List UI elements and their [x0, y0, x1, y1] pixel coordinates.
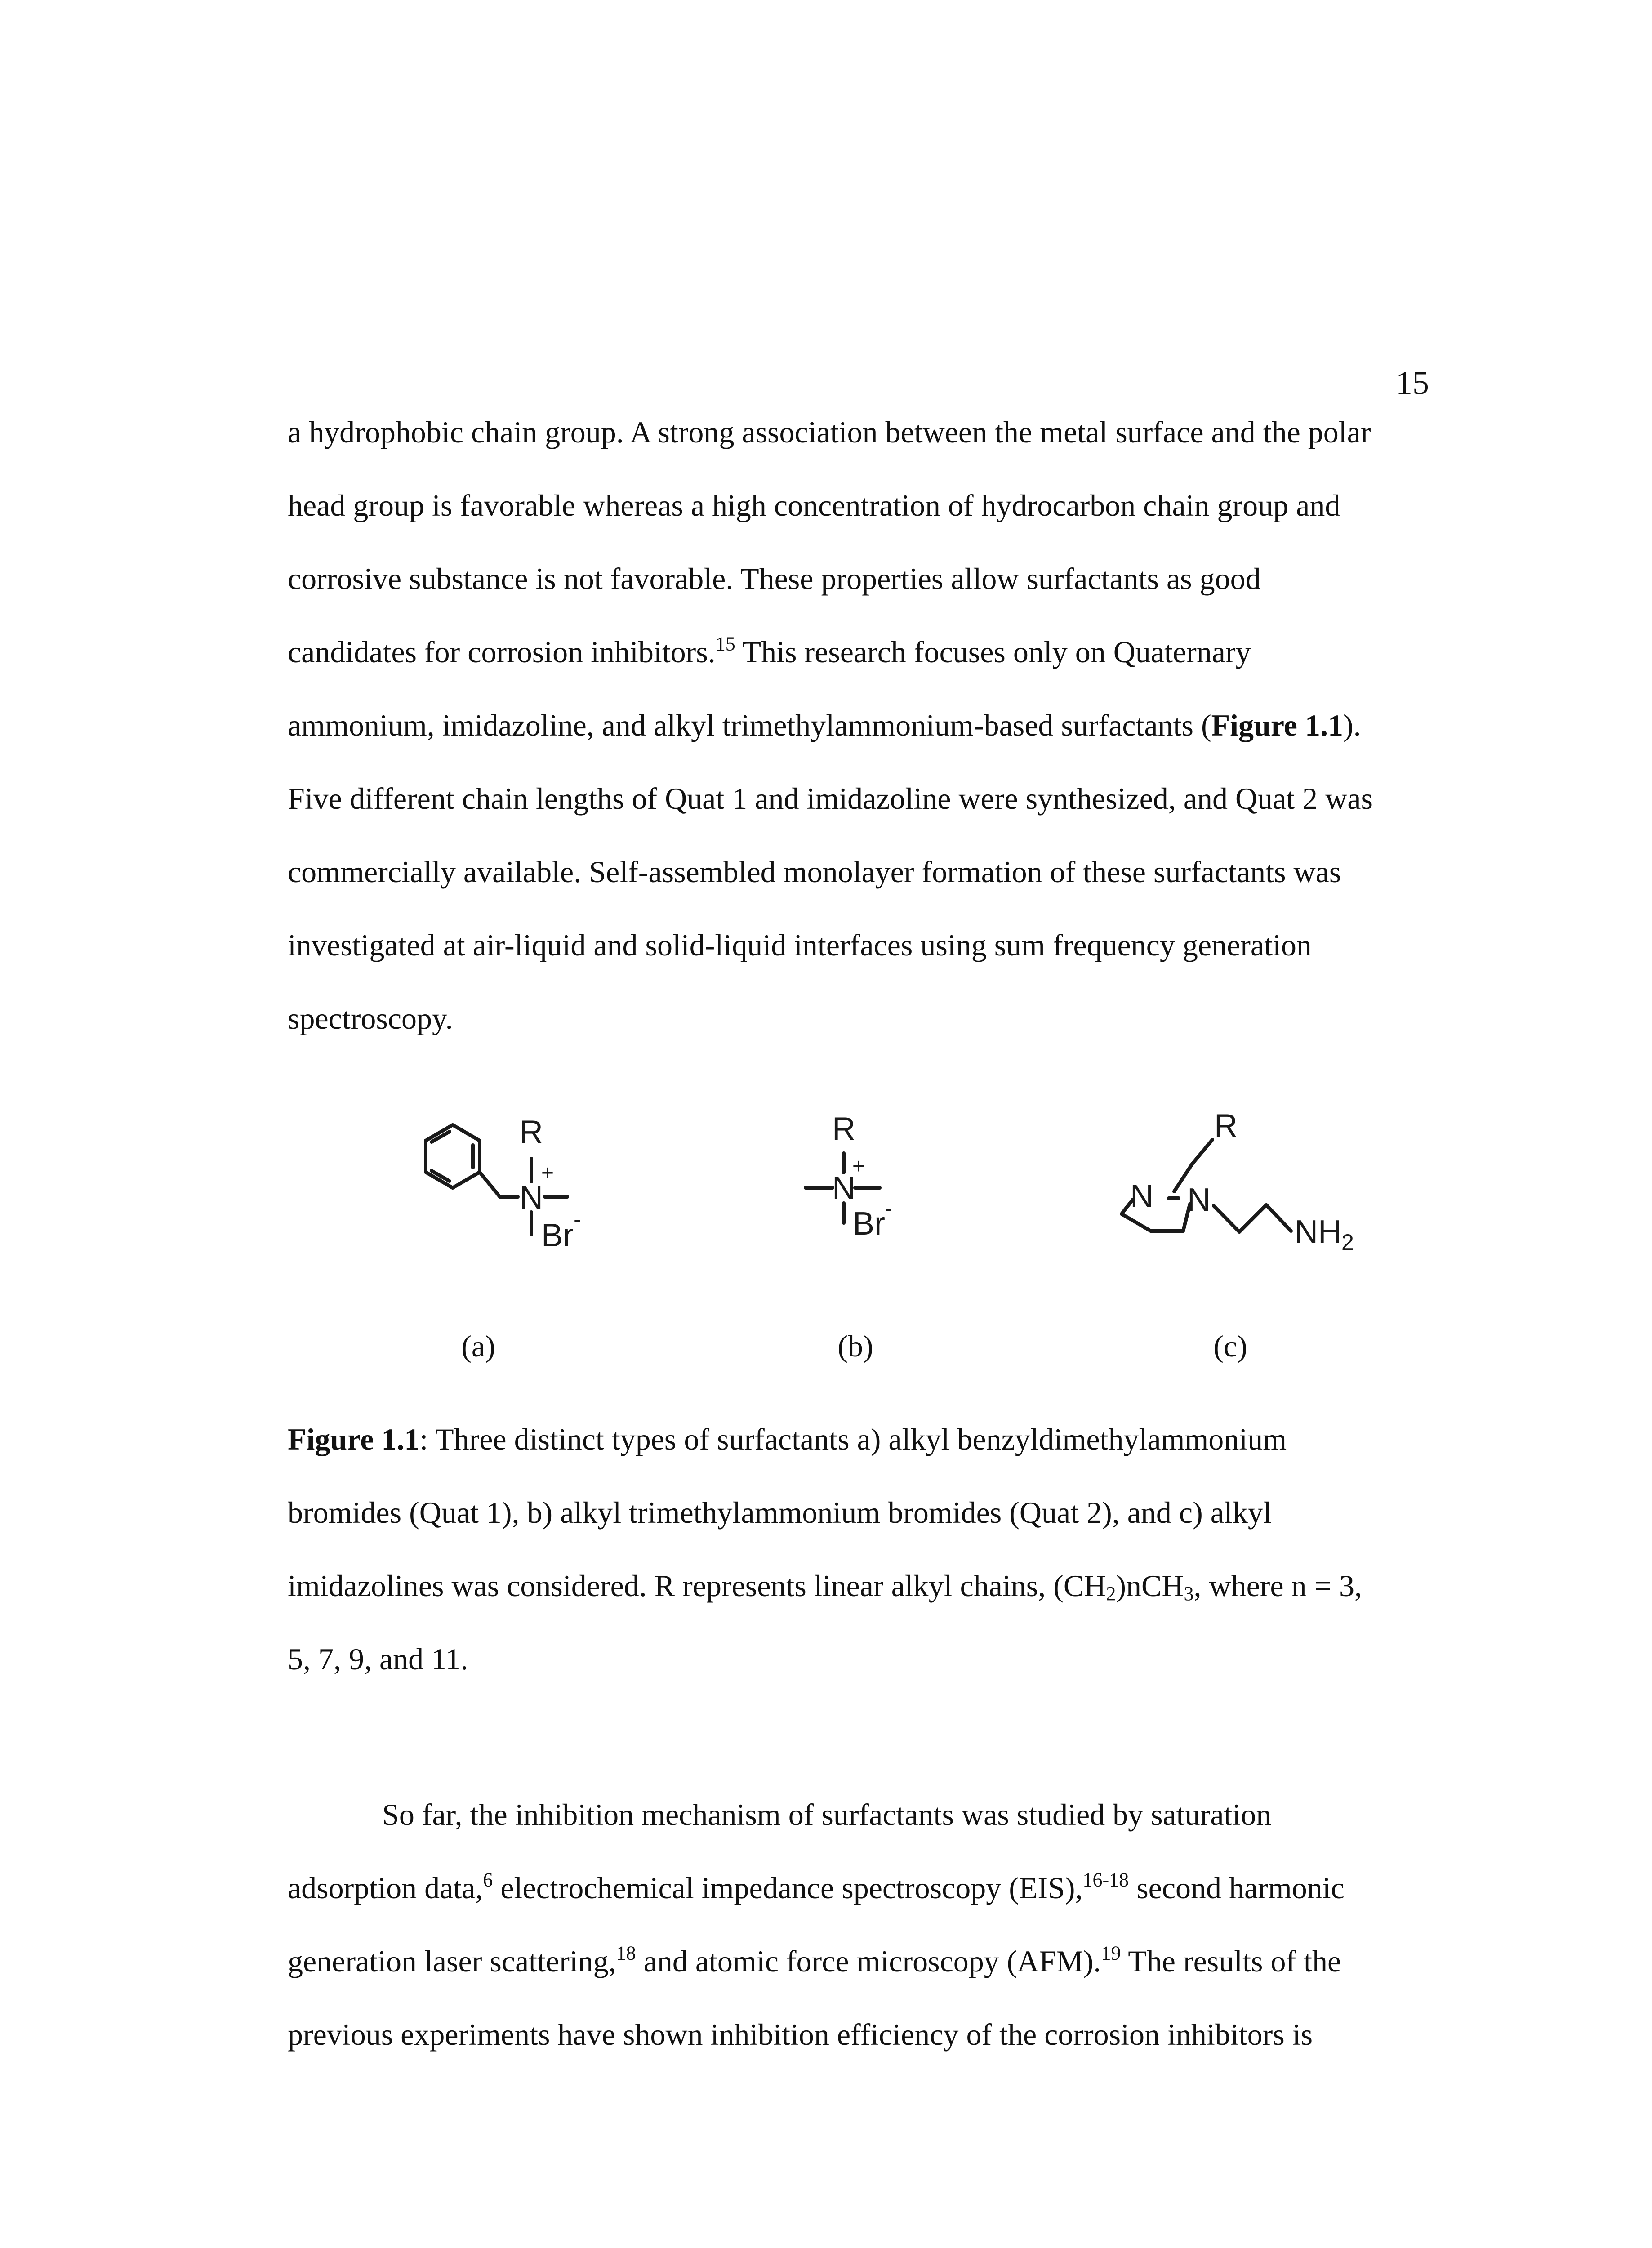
caption-line: bromides (Quat 1), b) alkyl trimethylammonium bromides (Quat 2), and c) alkyl: [288, 1495, 1272, 1530]
text-run: and atomic force microscopy (AFM).: [636, 1944, 1101, 1978]
nitrogen-label: N: [832, 1170, 855, 1206]
text-run: The results of the: [1121, 1944, 1341, 1978]
text-run: , where n = 3,: [1193, 1569, 1362, 1603]
body-paragraph-1: [288, 396, 1438, 1055]
text-line: Five different chain lengths of Quat 1 and imidazoline were synthesized, and Quat 2 was: [288, 781, 1373, 816]
counterion-bromide: Br: [541, 1218, 574, 1253]
substituent-label-r: R: [832, 1111, 855, 1147]
figure-label-b: (b): [837, 1329, 873, 1363]
amine-nh: NH: [1295, 1214, 1341, 1250]
nitrogen-label: N: [520, 1180, 543, 1216]
text-run: )nCH: [1116, 1569, 1184, 1603]
page-number: 15: [1396, 365, 1429, 401]
text-run: imidazolines was considered. R represents linear alkyl chains, (CH: [288, 1569, 1106, 1603]
figure-1-1: [0, 1093, 1652, 1335]
chemical-structures: [0, 1093, 1652, 1335]
text-run: electrochemical impedance spectroscopy (EIS),: [493, 1871, 1083, 1905]
figure-reference: Figure 1.1: [1211, 708, 1343, 742]
subscript: 2: [1106, 1582, 1116, 1605]
text-line: [288, 616, 1438, 689]
text-line: spectroscopy.: [288, 1001, 453, 1035]
charge-minus: -: [574, 1207, 582, 1233]
figure-label-a: (a): [461, 1329, 495, 1363]
body-paragraph-2: [288, 1778, 1438, 2071]
caption-line: [288, 1549, 1438, 1623]
nitrogen-label: N: [1187, 1182, 1211, 1218]
text-line: corrosive substance is not favorable. These properties allow surfactants as good: [288, 562, 1261, 596]
charge-plus: +: [852, 1155, 865, 1178]
text-line: [288, 1851, 1438, 1925]
amine-label: [1295, 1214, 1354, 1255]
citation: 18: [616, 1942, 636, 1964]
text-run: : Three distinct types of surfactants a) alkyl benzyldimethylammonium: [419, 1422, 1287, 1456]
text-line: [288, 1925, 1438, 1998]
caption-line: [288, 1403, 1438, 1476]
charge-plus: +: [541, 1161, 554, 1185]
figure-caption: [288, 1403, 1438, 1696]
text-line: previous experiments have shown inhibition efficiency of the corrosion inhibitors is: [288, 2017, 1313, 2052]
text-run: candidates for corrosion inhibitors.: [288, 635, 716, 669]
caption-line: 5, 7, 9, and 11.: [288, 1642, 468, 1676]
text-run: adsorption data,: [288, 1871, 483, 1905]
text-run: generation laser scattering,: [288, 1944, 616, 1978]
caption-label: Figure 1.1: [288, 1422, 420, 1456]
text-line: So far, the inhibition mechanism of surfactants was studied by saturation: [382, 1798, 1272, 1832]
nitrogen-label: N: [1130, 1178, 1153, 1214]
amine-subscript: 2: [1341, 1230, 1354, 1255]
substituent-label-r: R: [520, 1114, 543, 1150]
text-run: ammonium, imidazoline, and alkyl trimethylammonium-based surfactants (: [288, 708, 1211, 742]
text-line: [288, 689, 1438, 762]
citation: 6: [483, 1869, 493, 1891]
citation: 15: [715, 633, 735, 655]
text-line: a hydrophobic chain group. A strong association between the metal surface and the polar: [288, 415, 1371, 449]
text-line: commercially available. Self-assembled monolayer formation of these surfactants was: [288, 855, 1341, 889]
text-line: head group is favorable whereas a high concentration of hydrocarbon chain group and: [288, 488, 1340, 522]
figure-label-c: (c): [1213, 1329, 1247, 1363]
citation: 19: [1101, 1942, 1121, 1964]
counterion-bromide: Br: [853, 1206, 885, 1242]
substituent-label-r: R: [1214, 1108, 1238, 1144]
charge-minus: -: [885, 1195, 893, 1222]
citation: 16-18: [1082, 1869, 1129, 1891]
text-line: investigated at air-liquid and solid-liquid interfaces using sum frequency generation: [288, 928, 1312, 962]
text-run: This research focuses only on Quaternary: [735, 635, 1251, 669]
subscript: 3: [1184, 1582, 1194, 1605]
text-run: ).: [1343, 708, 1361, 742]
text-run: second harmonic: [1129, 1871, 1345, 1905]
